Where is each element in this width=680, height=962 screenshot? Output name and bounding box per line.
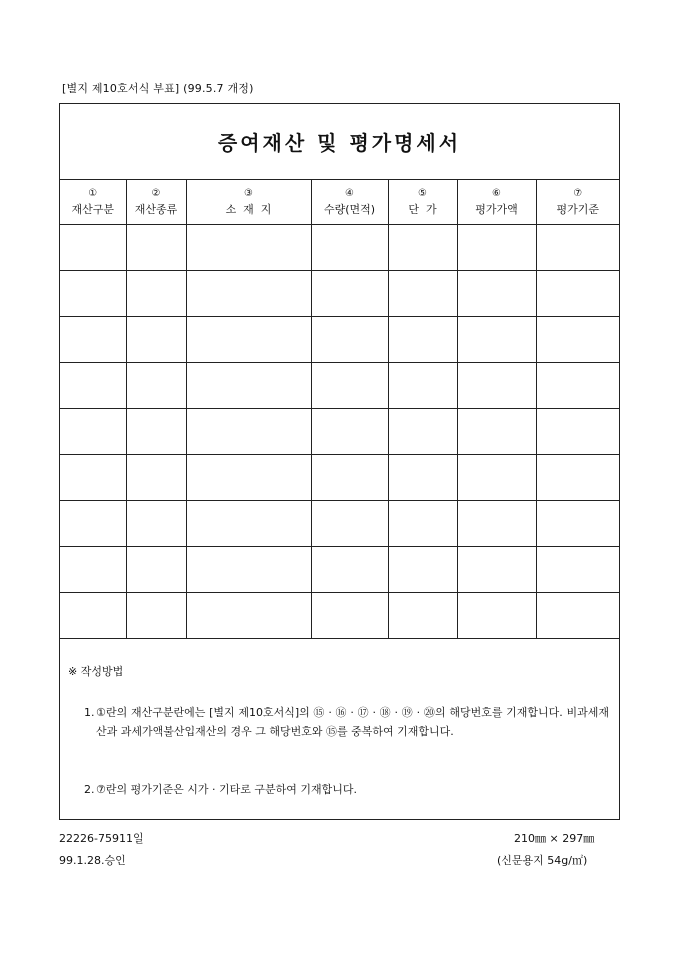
approval-date: 99.1.28.승인 (59, 854, 126, 867)
table-row (60, 593, 619, 639)
column-number: ② (151, 187, 161, 199)
column-number: ④ (345, 187, 354, 199)
table-row (60, 317, 619, 363)
table-cell[interactable] (311, 593, 388, 639)
table-cell[interactable] (536, 547, 619, 593)
instruction-number: 2. (84, 783, 95, 796)
table-cell[interactable] (536, 271, 619, 317)
table-row (60, 271, 619, 317)
column-header-valuation-amount (457, 179, 536, 225)
table-cell[interactable] (126, 501, 186, 547)
column-label: 재산구분 (71, 202, 114, 216)
instruction-item (84, 780, 609, 799)
table-cell[interactable] (311, 225, 388, 271)
paper-size: 210㎜ × 297㎜ (514, 832, 595, 845)
instructions-section (60, 639, 619, 819)
column-label: 수량(면적) (323, 202, 376, 216)
table-cell[interactable] (457, 363, 536, 409)
table-cell[interactable] (388, 363, 457, 409)
instruction-text: ①란의 재산구분란에는 [별지 제10호서식]의 ⑮ · ⑯ · ⑰ · ⑱ · ⑲ · ⑳의 해당번호를 기재합니다. 비과세재산과 과세가액불산입재산의 경우 그 해당번호와 ⑮를 중복하여 기재합니다. (96, 706, 609, 738)
table-cell[interactable] (126, 225, 186, 271)
table-cell[interactable] (186, 225, 311, 271)
column-header-location (186, 179, 311, 225)
table-cell[interactable] (60, 501, 126, 547)
column-header-valuation-basis (536, 179, 619, 225)
table-cell[interactable] (186, 455, 311, 501)
table-cell[interactable] (186, 501, 311, 547)
table-cell[interactable] (457, 225, 536, 271)
table-cell[interactable] (536, 409, 619, 455)
table-cell[interactable] (60, 547, 126, 593)
table-cell[interactable] (536, 317, 619, 363)
table-row (60, 409, 619, 455)
table-cell[interactable] (311, 547, 388, 593)
table-cell[interactable] (457, 501, 536, 547)
instructions-heading: ※ 작성방법 (68, 665, 124, 678)
table-cell[interactable] (388, 501, 457, 547)
form-title: 증여재산 및 평가명세서 (60, 104, 619, 180)
table-cell[interactable] (388, 455, 457, 501)
table-row (60, 363, 619, 409)
table-cell[interactable] (457, 317, 536, 363)
column-label: 재산종류 (134, 202, 178, 216)
table-cell[interactable] (457, 547, 536, 593)
table-cell[interactable] (457, 593, 536, 639)
table-cell[interactable] (311, 317, 388, 363)
table-cell[interactable] (388, 317, 457, 363)
table-cell[interactable] (186, 547, 311, 593)
table-cell[interactable] (536, 225, 619, 271)
table-cell[interactable] (126, 547, 186, 593)
table-cell[interactable] (186, 271, 311, 317)
table-cell[interactable] (60, 317, 126, 363)
column-header-quantity (311, 179, 388, 225)
table-cell[interactable] (536, 501, 619, 547)
table-cell[interactable] (60, 271, 126, 317)
table-cell[interactable] (388, 547, 457, 593)
column-number: ⑤ (418, 187, 427, 199)
table-row (60, 501, 619, 547)
table-cell[interactable] (457, 409, 536, 455)
table-row (60, 455, 619, 501)
column-number: ⑦ (573, 187, 583, 199)
assets-table (60, 179, 619, 639)
column-label: 소 재 지 (225, 202, 272, 216)
instruction-number: 1. (84, 706, 95, 719)
table-cell[interactable] (311, 501, 388, 547)
instruction-item (84, 703, 609, 741)
instruction-text: ⑦란의 평가기준은 시가 · 기타로 구분하여 기재합니다. (96, 783, 357, 796)
table-cell[interactable] (311, 409, 388, 455)
table-cell[interactable] (126, 363, 186, 409)
table-cell[interactable] (60, 225, 126, 271)
column-number: ⑥ (492, 187, 501, 199)
column-label: 단 가 (408, 202, 437, 216)
column-header-asset-type (126, 179, 186, 225)
table-cell[interactable] (311, 271, 388, 317)
table-cell[interactable] (186, 409, 311, 455)
form-frame (59, 103, 620, 820)
table-cell[interactable] (388, 271, 457, 317)
table-cell[interactable] (536, 593, 619, 639)
column-header-unit-price (388, 179, 457, 225)
table-cell[interactable] (126, 409, 186, 455)
paper-type: (신문용지 54g/㎡) (497, 854, 588, 867)
table-cell[interactable] (60, 455, 126, 501)
table-cell[interactable] (388, 225, 457, 271)
table-cell[interactable] (457, 271, 536, 317)
table-cell[interactable] (457, 455, 536, 501)
table-cell[interactable] (388, 409, 457, 455)
table-cell[interactable] (126, 271, 186, 317)
table-cell[interactable] (60, 593, 126, 639)
table-cell[interactable] (536, 455, 619, 501)
table-cell[interactable] (126, 317, 186, 363)
table-cell[interactable] (60, 363, 126, 409)
table-cell[interactable] (536, 363, 619, 409)
form-code: 22226-75911일 (59, 832, 144, 845)
table-cell[interactable] (186, 317, 311, 363)
table-cell[interactable] (60, 409, 126, 455)
table-cell[interactable] (311, 455, 388, 501)
column-number: ① (88, 187, 98, 199)
table-header-row (60, 179, 619, 225)
form-reference-note: [별지 제10호서식 부표] (99.5.7 개정) (62, 82, 254, 95)
column-number: ③ (244, 187, 253, 199)
table-row (60, 547, 619, 593)
column-header-asset-class (60, 179, 126, 225)
column-label: 평가기준 (556, 202, 599, 216)
table-row (60, 225, 619, 271)
table-body (60, 225, 619, 639)
column-label: 평가가액 (475, 202, 518, 216)
table-cell[interactable] (126, 455, 186, 501)
table-cell[interactable] (126, 593, 186, 639)
table-cell[interactable] (388, 593, 457, 639)
table-cell[interactable] (311, 363, 388, 409)
table-cell[interactable] (186, 363, 311, 409)
table-cell[interactable] (186, 593, 311, 639)
